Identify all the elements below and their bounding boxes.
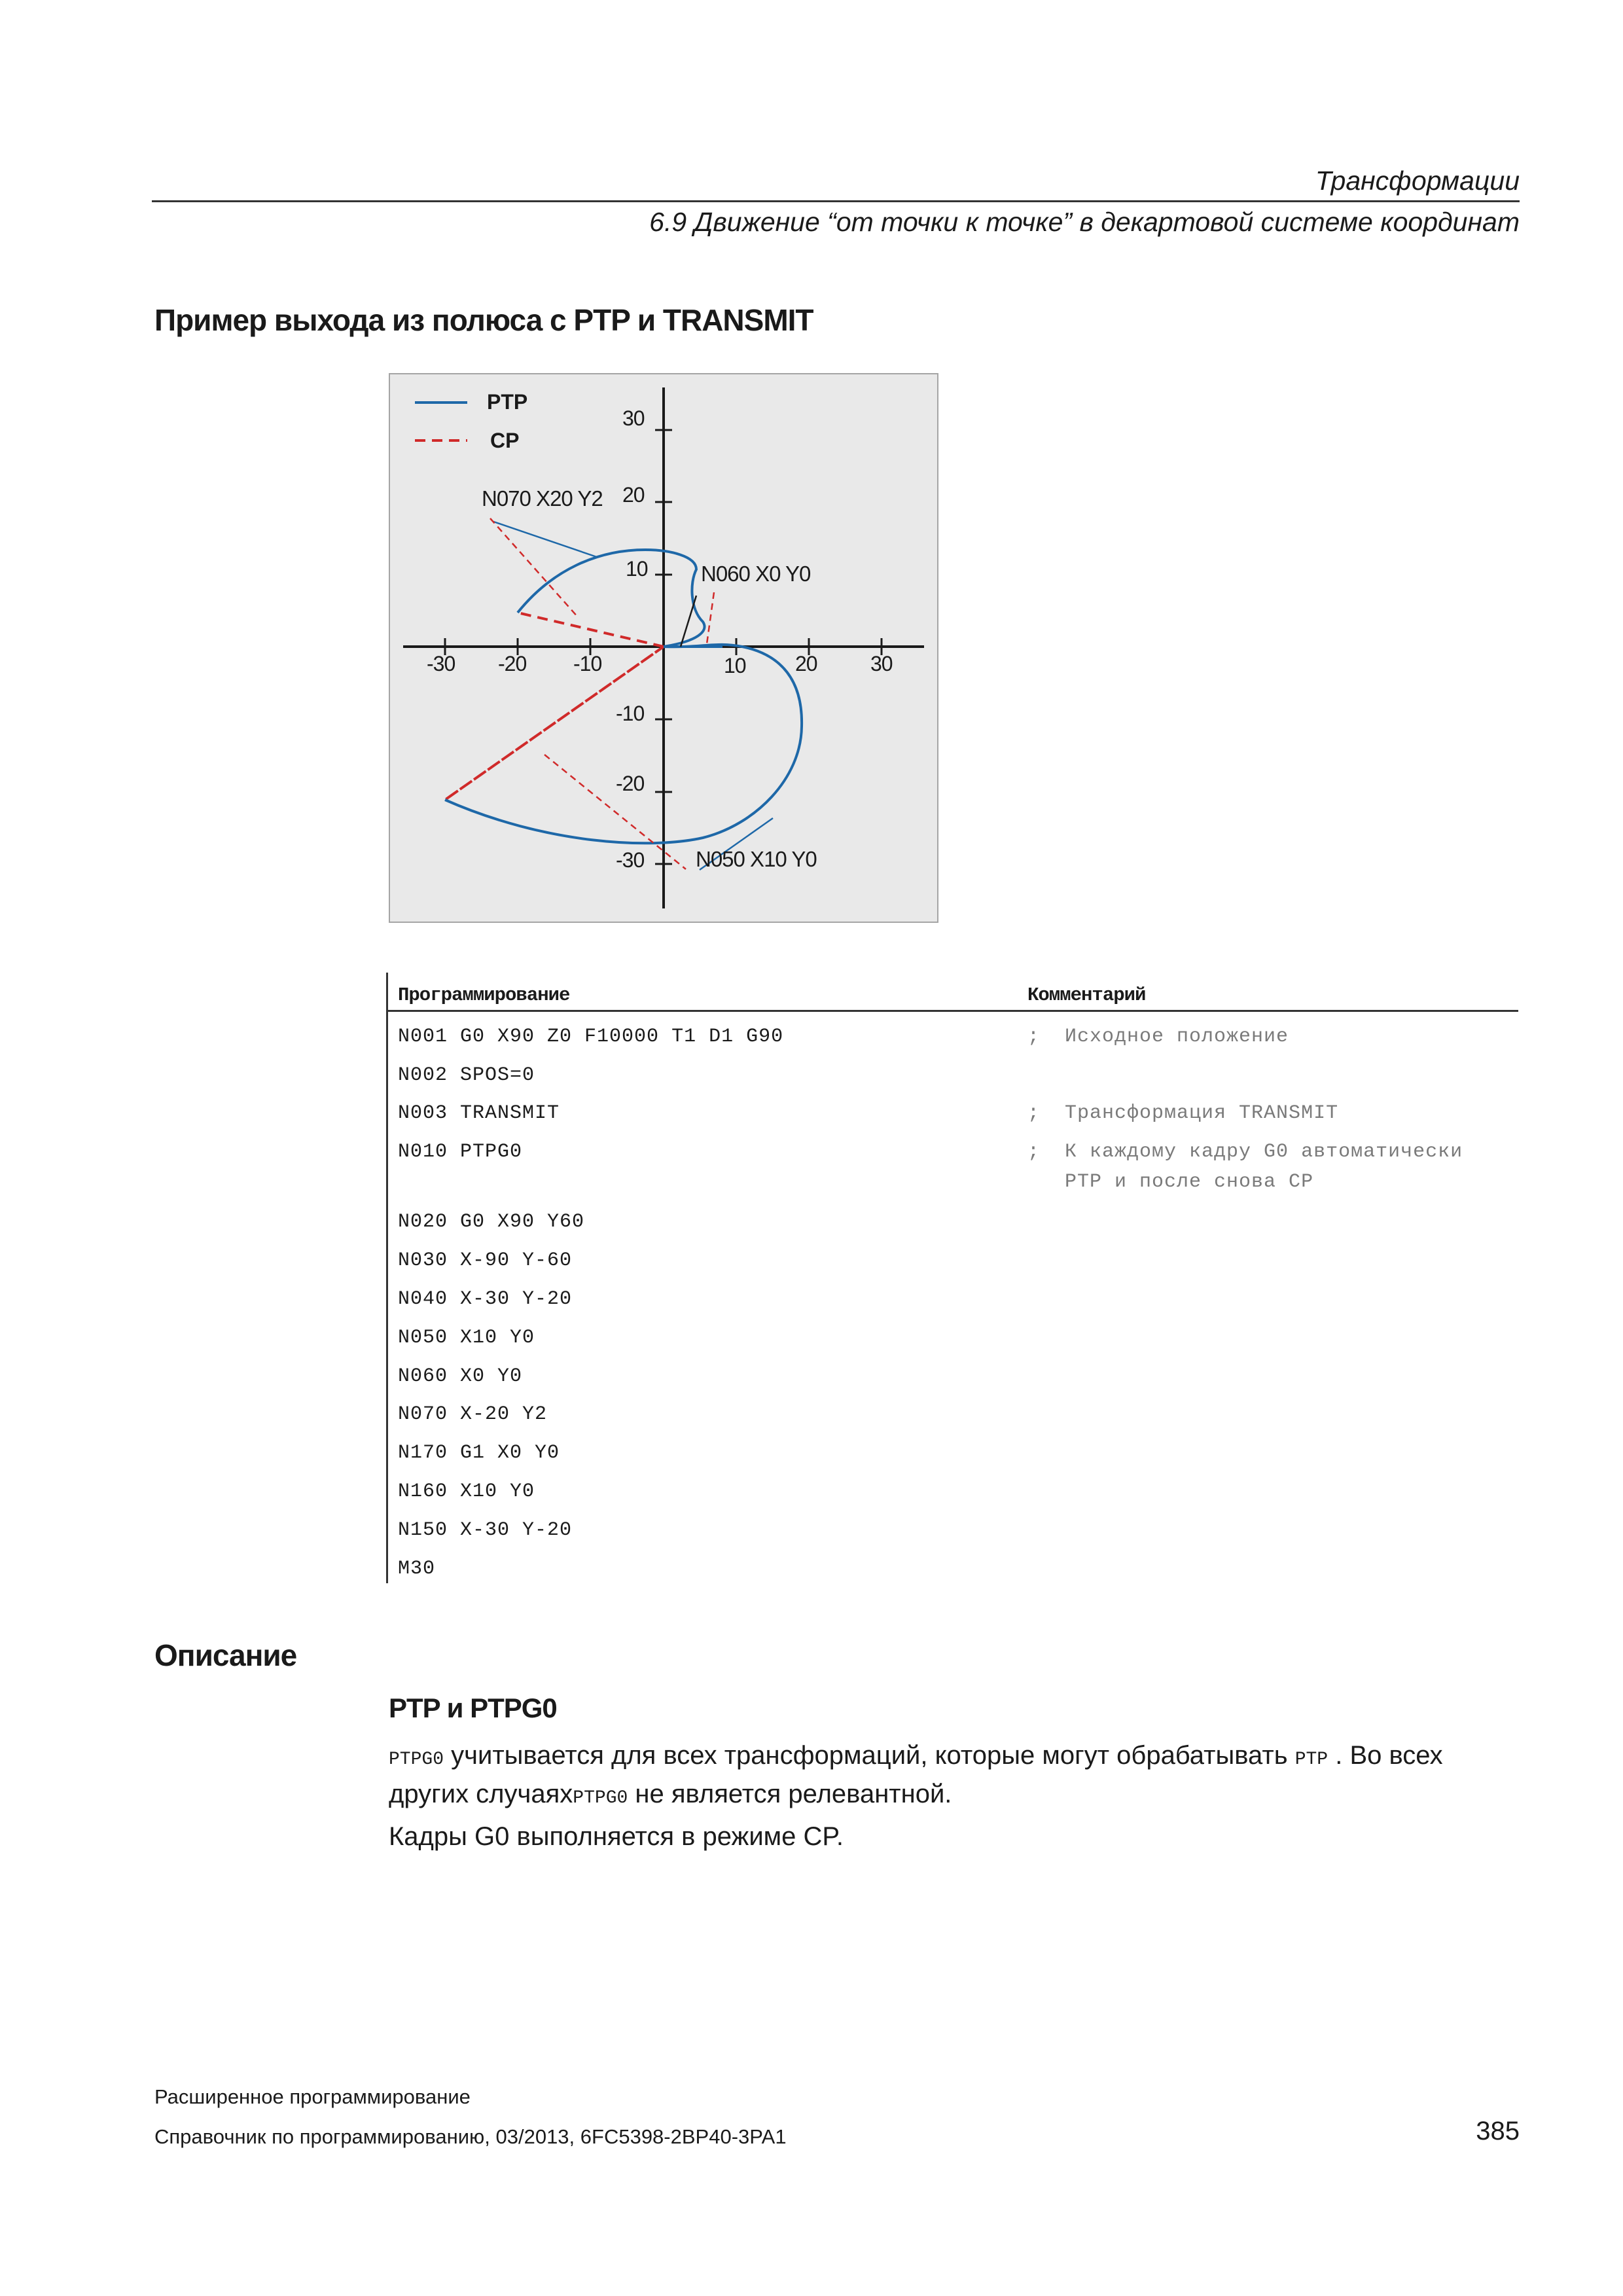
code-line: N170 G1 X0 Y0: [398, 1442, 560, 1464]
paragraph-text: не является релевантной.: [628, 1780, 952, 1808]
y-tick-label: -10: [616, 702, 645, 725]
x-tick-label: -30: [427, 652, 455, 675]
paragraph-text: учитывается для всех трансформаций, которые могут обрабатывать: [444, 1741, 1295, 1770]
x-tick-label: 10: [724, 654, 746, 677]
code-line: N060 X0 Y0: [398, 1365, 523, 1388]
annotation-n060: N060 X0 Y0: [701, 562, 811, 586]
description-paragraph-1: [389, 1738, 1521, 1816]
code-comment: ; Трансформация TRANSMIT: [1027, 1102, 1339, 1124]
section-title: 6.9 Движение “от точки к точке” в декартовой системе координат: [649, 207, 1520, 237]
description-heading: Описание: [154, 1638, 297, 1672]
code-line: M30: [398, 1558, 436, 1580]
code-line: N040 X-30 Y-20: [398, 1288, 573, 1310]
footer-title: Расширенное программирование: [154, 2085, 471, 2108]
table-left-border: [386, 973, 388, 1583]
code-line: N020 G0 X90 Y60: [398, 1211, 585, 1233]
paragraph-text: . Во всех других случаях: [389, 1741, 1443, 1808]
keyword-ptp: PTP: [1294, 1749, 1329, 1770]
keyword-ptpg0: PTPG0: [389, 1749, 444, 1770]
legend-cp-label: CP: [490, 429, 520, 452]
pole-exit-figure: [389, 373, 938, 923]
code-line: N050 X10 Y0: [398, 1327, 535, 1349]
code-line: N010 PTPG0: [398, 1141, 523, 1163]
annotation-n050: N050 X10 Y0: [696, 847, 817, 871]
code-line: N003 TRANSMIT: [398, 1102, 560, 1124]
code-comment: ; Исходное положение: [1027, 1026, 1289, 1048]
table-header-rule: [386, 1010, 1518, 1012]
description-subheading: PTP и PTPG0: [389, 1693, 557, 1723]
x-tick-label: 20: [795, 652, 817, 675]
y-tick-label: 20: [622, 483, 645, 507]
y-tick-label: 30: [622, 406, 645, 430]
column-header-program: Программирование: [398, 984, 570, 1006]
code-line: N070 X-20 Y2: [398, 1403, 548, 1426]
x-tick-label: -20: [498, 652, 527, 675]
code-line: N002 SPOS=0: [398, 1064, 535, 1086]
annotation-n070: N070 X20 Y2: [482, 486, 603, 511]
y-tick-label: 10: [626, 557, 648, 581]
code-line: N030 X-90 Y-60: [398, 1249, 573, 1272]
code-line: N001 G0 X90 Z0 F10000 T1 D1 G90: [398, 1026, 784, 1048]
x-tick-label: -10: [573, 652, 602, 675]
legend-ptp-label: PTP: [487, 390, 528, 414]
y-tick-label: -20: [616, 772, 645, 795]
code-comment-continued: PTP и после снова CP: [1027, 1171, 1314, 1193]
code-line: N150 X-30 Y-20: [398, 1519, 573, 1541]
column-header-comment: Комментарий: [1027, 984, 1146, 1006]
description-paragraph-2: Кадры G0 выполняется в режиме CP.: [389, 1822, 844, 1851]
footer-reference: Справочник по программированию, 03/2013, 6FC5398-2BP40-3PA1: [154, 2125, 787, 2148]
chapter-title: Трансформации: [1315, 166, 1520, 196]
header-rule: [152, 200, 1520, 202]
keyword-ptpg0: PTPG0: [573, 1788, 628, 1808]
code-line: N160 X10 Y0: [398, 1480, 535, 1503]
x-tick-label: 30: [870, 652, 893, 675]
y-tick-label: -30: [616, 848, 645, 872]
code-comment: ; К каждому кадру G0 автоматически: [1027, 1141, 1463, 1163]
example-heading: Пример выхода из полюса с PTP и TRANSMIT: [154, 303, 813, 337]
page-number: 385: [1476, 2117, 1520, 2145]
